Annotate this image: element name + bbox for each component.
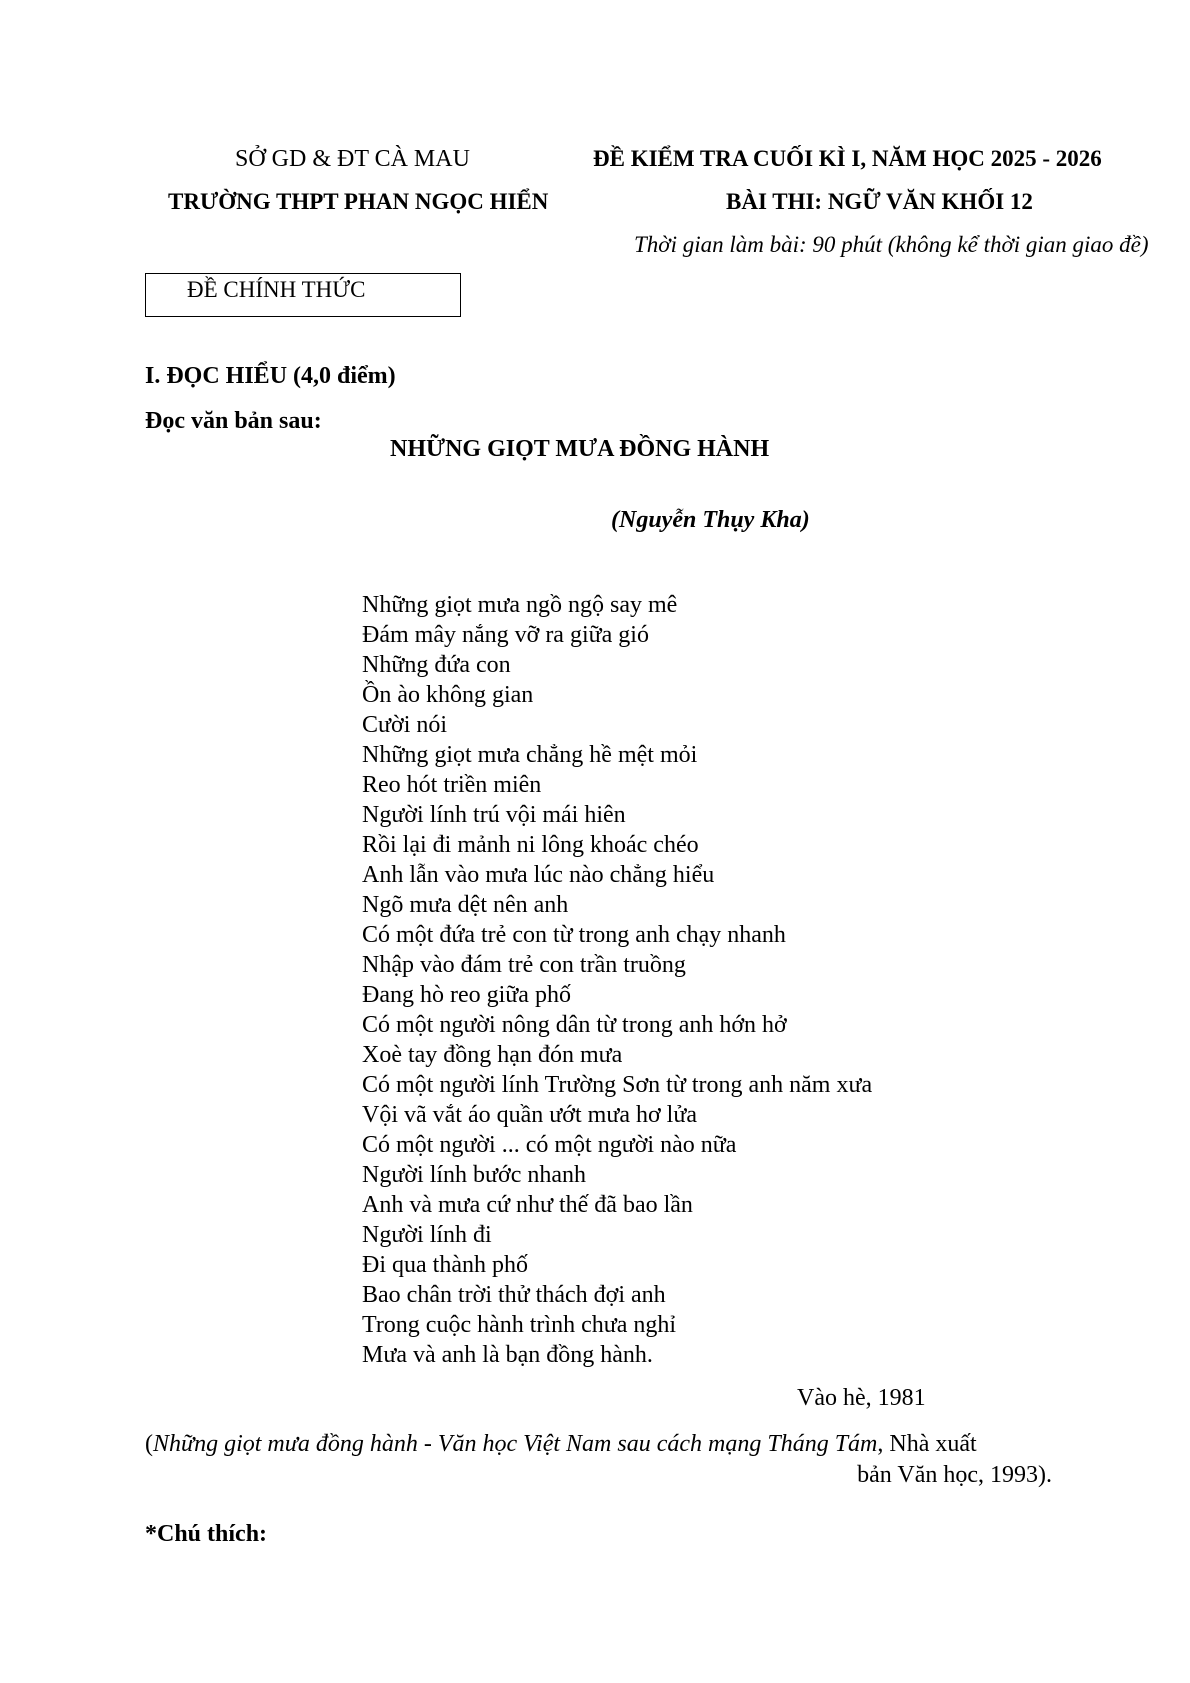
poem-line: Bao chân trời thử thách đợi anh bbox=[362, 1282, 666, 1308]
poem-line: Đi qua thành phố bbox=[362, 1252, 528, 1278]
poem-line: Cười nói bbox=[362, 712, 448, 738]
citation-publisher-part2: bản Văn học, 1993). bbox=[857, 1462, 1052, 1488]
poem-line: Có một người nông dân từ trong anh hớn hở bbox=[362, 1012, 787, 1038]
poem-line: Người lính đi bbox=[362, 1222, 492, 1248]
poem-line: Người lính trú vội mái hiên bbox=[362, 802, 626, 828]
poem-date: Vào hè, 1981 bbox=[797, 1385, 926, 1411]
poem-author: (Nguyễn Thụy Kha) bbox=[611, 507, 810, 533]
exam-subject: BÀI THI: NGỮ VĂN KHỐI 12 bbox=[726, 189, 1033, 214]
poem-line: Ngõ mưa dệt nên anh bbox=[362, 892, 569, 918]
poem-title: NHỮNG GIỌT MƯA ĐỒNG HÀNH bbox=[390, 436, 770, 462]
citation-book-title: Những giọt mưa đồng hành - Văn học Việt Nam sau cách mạng Tháng Tám bbox=[153, 1431, 878, 1457]
poem-line: Có một người lính Trường Sơn từ trong anh năm xưa bbox=[362, 1072, 873, 1098]
poem-line: Đám mây nắng vỡ ra giữa gió bbox=[362, 622, 649, 648]
poem-line: Rồi lại đi mảnh ni lông khoác chéo bbox=[362, 832, 699, 858]
poem-line: Những đứa con bbox=[362, 652, 511, 678]
poem-line: Ồn ào không gian bbox=[362, 682, 534, 708]
citation-open-paren: ( bbox=[145, 1431, 153, 1457]
poem-line: Có một đứa trẻ con từ trong anh chạy nhanh bbox=[362, 922, 786, 948]
poem-body bbox=[362, 590, 872, 1370]
citation-publisher-part1: , Nhà xuất bbox=[877, 1431, 977, 1457]
reading-instruction: Đọc văn bản sau: bbox=[145, 408, 322, 434]
exam-title: ĐỀ KIỂM TRA CUỐI KÌ I, NĂM HỌC 2025 - 2026 bbox=[593, 146, 1102, 171]
poem-line: Những giọt mưa ngồ ngộ say mê bbox=[362, 592, 678, 618]
poem-line: Đang hò reo giữa phố bbox=[362, 982, 571, 1008]
poem-line: Reo hót triền miên bbox=[362, 772, 542, 798]
department-name: SỞ GD & ĐT CÀ MAU bbox=[235, 146, 470, 172]
note-heading: *Chú thích: bbox=[145, 1521, 268, 1547]
poem-line: Xoè tay đồng hạn đón mưa bbox=[362, 1042, 623, 1068]
poem-line: Người lính bước nhanh bbox=[362, 1162, 587, 1188]
poem-line: Vội vã vắt áo quần ướt mưa hơ lửa bbox=[362, 1102, 697, 1128]
poem-line: Mưa và anh là bạn đồng hành. bbox=[362, 1342, 653, 1368]
poem-line: Anh và mưa cứ như thế đã bao lần bbox=[362, 1192, 693, 1218]
poem-line: Trong cuộc hành trình chưa nghỉ bbox=[362, 1312, 677, 1338]
school-name: TRƯỜNG THPT PHAN NGỌC HIỂN bbox=[168, 189, 549, 214]
section-heading: I. ĐỌC HIỂU (4,0 điểm) bbox=[145, 363, 396, 389]
poem-line: Anh lẫn vào mưa lúc nào chẳng hiểu bbox=[362, 862, 715, 888]
poem-line: Có một người ... có một người nào nữa bbox=[362, 1132, 737, 1158]
exam-time-note: Thời gian làm bài: 90 phút (không kể thời gian giao đề) bbox=[634, 232, 1149, 257]
poem-line: Những giọt mưa chẳng hề mệt mỏi bbox=[362, 742, 698, 768]
poem-line: Nhập vào đám trẻ con trần truồng bbox=[362, 952, 686, 978]
official-label: ĐỀ CHÍNH THỨC bbox=[187, 277, 366, 302]
source-citation bbox=[145, 1429, 1052, 1491]
